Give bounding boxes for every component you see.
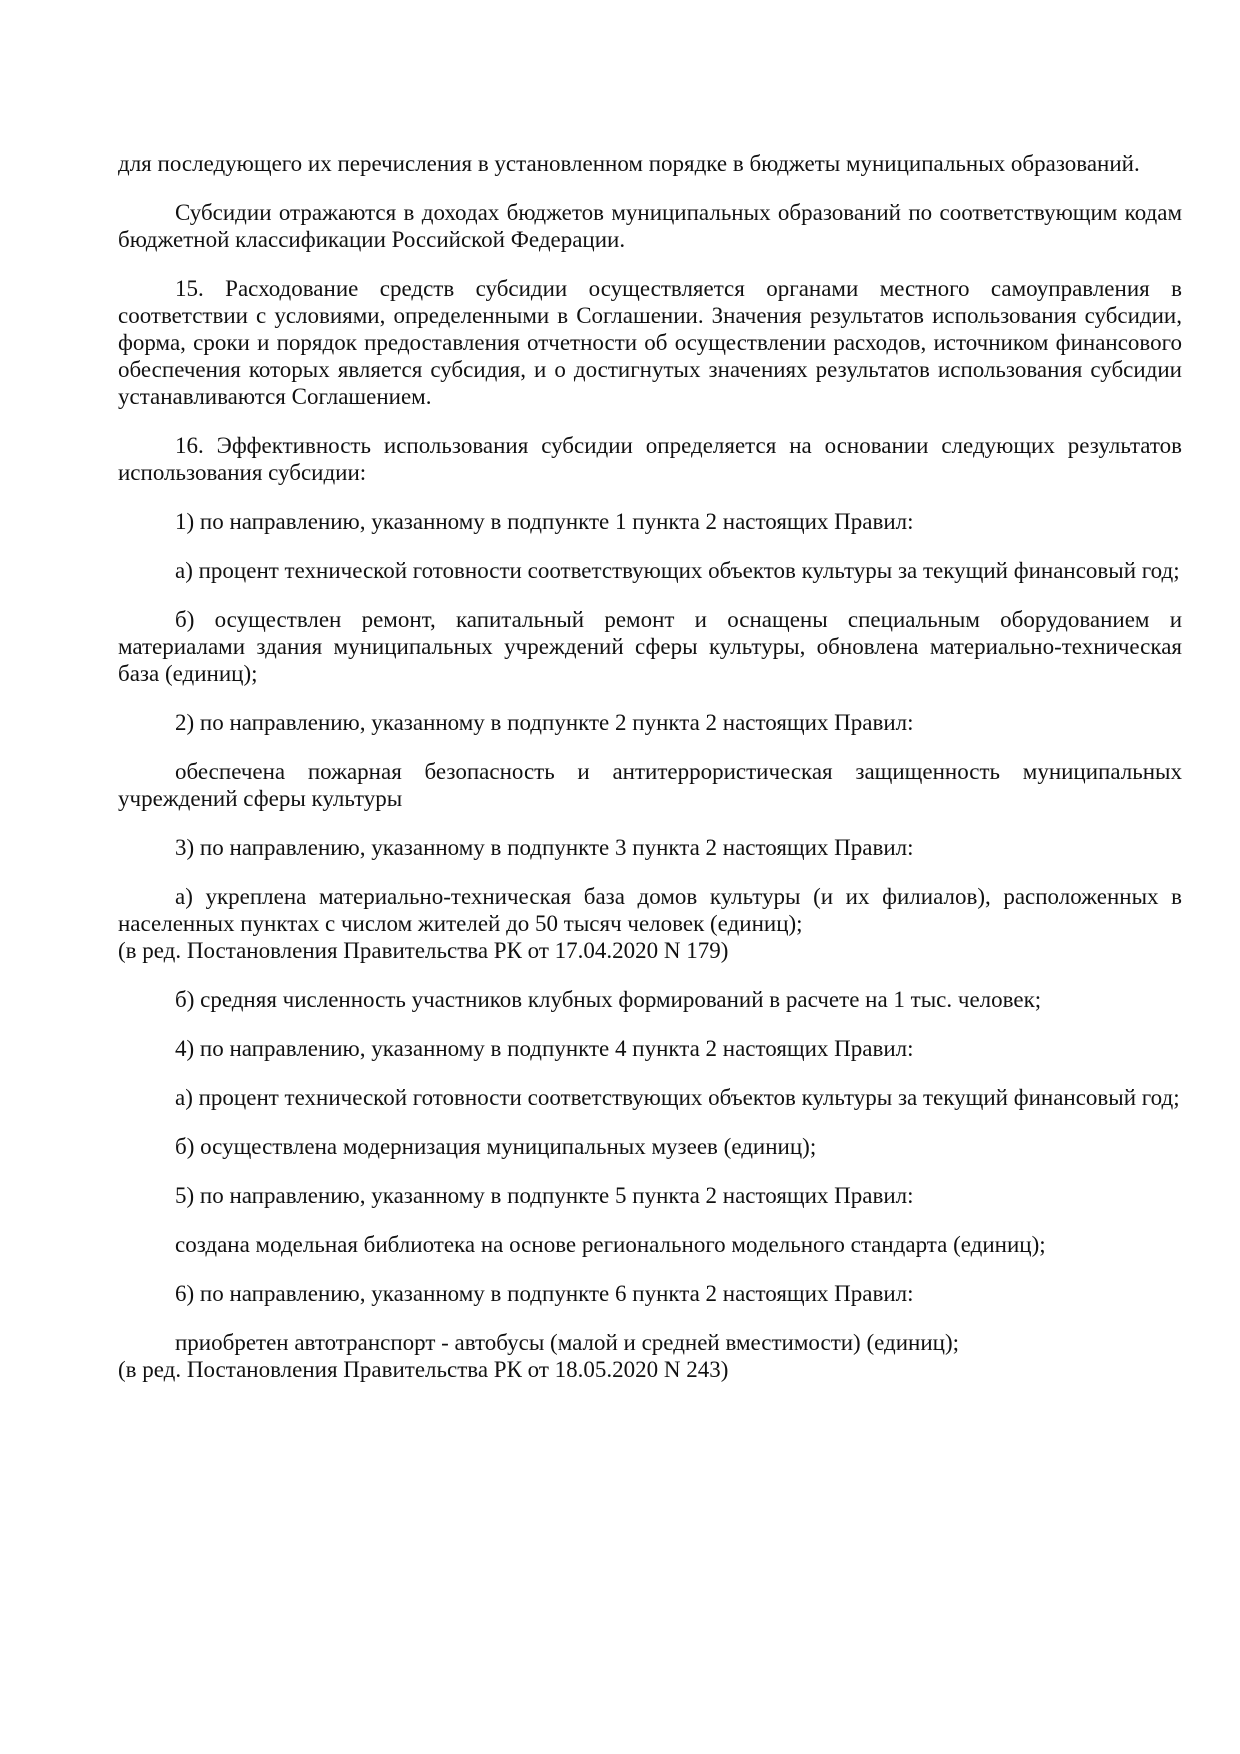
paragraph-subsidy-income: Субсидии отражаются в доходах бюджетов муниципальных образований по соответствующим кодам бюджетной классификации Российской Федерации. [118, 200, 1182, 252]
list-item-4a: а) процент технической готовности соответствующих объектов культуры за текущий финансовый год; [175, 1085, 1180, 1110]
list-item-direction-2: 2) по направлению, указанному в подпункте 2 пункта 2 настоящих Правил: [175, 710, 914, 735]
amendment-note-243: (в ред. Постановления Правительства РК от 18.05.2020 N 243) [118, 1357, 729, 1382]
list-item-6-main: приобретен автотранспорт - автобусы (малой и средней вместимости) (единиц); [175, 1330, 960, 1355]
list-item-direction-6: 6) по направлению, указанному в подпункте 6 пункта 2 настоящих Правил: [175, 1281, 914, 1306]
list-item-1a: а) процент технической готовности соответствующих объектов культуры за текущий финансовый год; [175, 558, 1180, 583]
list-item-direction-3: 3) по направлению, указанному в подпункте 3 пункта 2 настоящих Правил: [175, 835, 914, 860]
list-item-3a-text: а) укреплена материально-техническая база домов культуры (и их филиалов), расположенных в населенных пунктах с числом жителей до 50 тысяч человек (единиц); [118, 884, 1182, 936]
list-item-4b: б) осуществлена модернизация муниципальных музеев (единиц); [175, 1134, 817, 1159]
list-item-2-text: обеспечена пожарная безопасность и антитеррористическая защищенность муниципальных учреждений сферы культуры [118, 759, 1182, 811]
list-item-3a [118, 883, 1182, 964]
list-item-direction-4: 4) по направлению, указанному в подпункте 4 пункта 2 настоящих Правил: [175, 1036, 914, 1061]
list-item-direction-1: 1) по направлению, указанному в подпункте 1 пункта 2 настоящих Правил: [175, 509, 914, 534]
document-page [118, 150, 1182, 1405]
paragraph-clause-16: 16. Эффективность использования субсидии определяется на основании следующих результатов использования субсидии: [118, 433, 1182, 485]
amendment-note-179: (в ред. Постановления Правительства РК от 17.04.2020 N 179) [118, 938, 729, 963]
list-item-5-text: создана модельная библиотека на основе регионального модельного стандарта (единиц); [175, 1232, 1046, 1257]
list-item-3b: б) средняя численность участников клубных формирований в расчете на 1 тыс. человек; [175, 987, 1042, 1012]
paragraph-clause-15: 15. Расходование средств субсидии осуществляется органами местного самоуправления в соответствии с условиями, определенными в Соглашении. Значения результатов использования субсидии, форма, сроки и порядок предоставления отчетности об осуществлении расходов, источником финансового обеспечения которых является субсидия, и о достигнутых значениях результатов использования субсидии устанавливаются Соглашением. [118, 276, 1182, 409]
list-item-1b: б) осуществлен ремонт, капитальный ремонт и оснащены специальным оборудованием и материалами здания муниципальных учреждений сферы культуры, обновлена материально-техническая база (единиц); [118, 607, 1182, 686]
list-item-6-text [118, 1329, 1182, 1383]
paragraph-continuation: для последующего их перечисления в установленном порядке в бюджеты муниципальных образований. [118, 151, 1140, 176]
list-item-direction-5: 5) по направлению, указанному в подпункте 5 пункта 2 настоящих Правил: [175, 1183, 914, 1208]
